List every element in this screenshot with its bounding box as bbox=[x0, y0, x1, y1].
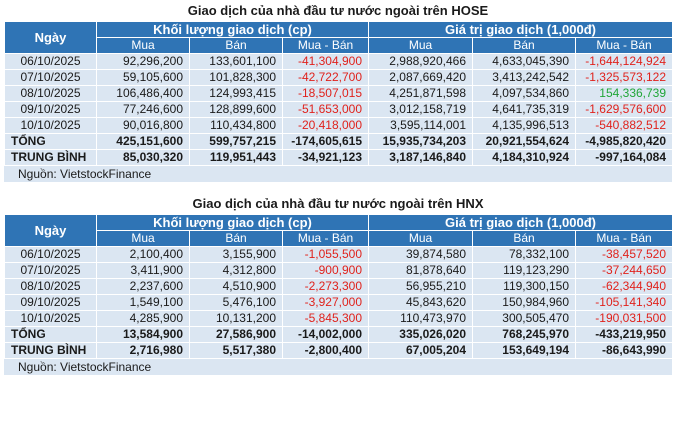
cell-volume-net: -51,653,000 bbox=[283, 102, 369, 118]
total-volume-sell: 599,757,215 bbox=[190, 134, 283, 150]
cell-date: 10/10/2025 bbox=[5, 311, 97, 327]
cell-value-sell: 119,123,290 bbox=[473, 263, 576, 279]
total-value-buy: 335,026,020 bbox=[369, 327, 473, 343]
col-value-buy: Mua bbox=[369, 38, 473, 54]
total-volume-net: -174,605,615 bbox=[283, 134, 369, 150]
average-value-buy: 3,187,146,840 bbox=[369, 150, 473, 166]
volume-group-header: Khối lượng giao dịch (cp) bbox=[97, 22, 369, 38]
total-value-sell: 768,245,970 bbox=[473, 327, 576, 343]
cell-value-sell: 300,505,470 bbox=[473, 311, 576, 327]
cell-volume-sell: 128,899,600 bbox=[190, 102, 283, 118]
cell-value-buy: 4,251,871,598 bbox=[369, 86, 473, 102]
table-row bbox=[5, 86, 673, 102]
cell-date: 06/10/2025 bbox=[5, 54, 97, 70]
cell-date: 06/10/2025 bbox=[5, 247, 97, 263]
cell-value-buy: 56,955,210 bbox=[369, 279, 473, 295]
cell-volume-sell: 133,601,100 bbox=[190, 54, 283, 70]
table-row bbox=[5, 311, 673, 327]
total-volume-sell: 27,586,900 bbox=[190, 327, 283, 343]
average-volume-buy: 2,716,980 bbox=[97, 343, 190, 359]
average-volume-buy: 85,030,320 bbox=[97, 150, 190, 166]
cell-volume-net: -41,304,900 bbox=[283, 54, 369, 70]
cell-value-net: -1,325,573,122 bbox=[576, 70, 673, 86]
cell-volume-buy: 2,100,400 bbox=[97, 247, 190, 263]
cell-value-buy: 45,843,620 bbox=[369, 295, 473, 311]
table-row bbox=[5, 279, 673, 295]
col-value-net: Mua - Bán bbox=[576, 38, 673, 54]
cell-volume-sell: 124,993,415 bbox=[190, 86, 283, 102]
cell-volume-buy: 77,246,600 bbox=[97, 102, 190, 118]
cell-volume-buy: 92,296,200 bbox=[97, 54, 190, 70]
cell-value-sell: 78,332,100 bbox=[473, 247, 576, 263]
total-value-sell: 20,921,554,624 bbox=[473, 134, 576, 150]
cell-date: 08/10/2025 bbox=[5, 279, 97, 295]
average-volume-sell: 5,517,380 bbox=[190, 343, 283, 359]
cell-volume-net: -42,722,700 bbox=[283, 70, 369, 86]
table-row bbox=[5, 295, 673, 311]
average-row bbox=[5, 343, 673, 359]
cell-value-buy: 3,595,114,001 bbox=[369, 118, 473, 134]
cell-date: 07/10/2025 bbox=[5, 263, 97, 279]
cell-volume-buy: 2,237,600 bbox=[97, 279, 190, 295]
total-value-buy: 15,935,734,203 bbox=[369, 134, 473, 150]
value-group-header: Giá trị giao dịch (1,000đ) bbox=[369, 215, 673, 231]
average-volume-net: -34,921,123 bbox=[283, 150, 369, 166]
cell-value-sell: 4,633,045,390 bbox=[473, 54, 576, 70]
cell-volume-net: -20,418,000 bbox=[283, 118, 369, 134]
cell-volume-sell: 4,510,900 bbox=[190, 279, 283, 295]
total-value-net: -433,219,950 bbox=[576, 327, 673, 343]
cell-volume-buy: 59,105,600 bbox=[97, 70, 190, 86]
col-volume-sell: Bán bbox=[190, 38, 283, 54]
cell-value-net: -105,141,340 bbox=[576, 295, 673, 311]
total-row bbox=[5, 327, 673, 343]
cell-value-net: -190,031,500 bbox=[576, 311, 673, 327]
average-value-sell: 4,184,310,924 bbox=[473, 150, 576, 166]
cell-volume-buy: 90,016,800 bbox=[97, 118, 190, 134]
cell-date: 07/10/2025 bbox=[5, 70, 97, 86]
average-volume-sell: 119,951,443 bbox=[190, 150, 283, 166]
table-row bbox=[5, 263, 673, 279]
average-value-buy: 67,005,204 bbox=[369, 343, 473, 359]
cell-value-net: -38,457,520 bbox=[576, 247, 673, 263]
average-volume-net: -2,800,400 bbox=[283, 343, 369, 359]
hnx-table bbox=[4, 214, 673, 359]
total-label: TỔNG bbox=[5, 134, 97, 150]
source-note: Nguồn: VietstockFinance bbox=[4, 359, 672, 375]
cell-date: 10/10/2025 bbox=[5, 118, 97, 134]
volume-group-header: Khối lượng giao dịch (cp) bbox=[97, 215, 369, 231]
col-date-header: Ngày bbox=[5, 215, 97, 247]
hose-title: Giao dịch của nhà đầu tư nước ngoài trên HOSE bbox=[187, 3, 489, 18]
col-volume-net: Mua - Bán bbox=[283, 38, 369, 54]
col-date-header: Ngày bbox=[5, 22, 97, 54]
cell-value-sell: 3,413,242,542 bbox=[473, 70, 576, 86]
cell-date: 09/10/2025 bbox=[5, 295, 97, 311]
cell-volume-buy: 3,411,900 bbox=[97, 263, 190, 279]
col-value-buy: Mua bbox=[369, 231, 473, 247]
cell-volume-net: -18,507,015 bbox=[283, 86, 369, 102]
average-value-sell: 153,649,194 bbox=[473, 343, 576, 359]
cell-volume-sell: 110,434,800 bbox=[190, 118, 283, 134]
col-volume-sell: Bán bbox=[190, 231, 283, 247]
total-volume-buy: 13,584,900 bbox=[97, 327, 190, 343]
cell-volume-sell: 4,312,800 bbox=[190, 263, 283, 279]
cell-value-sell: 4,135,996,513 bbox=[473, 118, 576, 134]
cell-value-net: -62,344,940 bbox=[576, 279, 673, 295]
average-value-net: -997,164,084 bbox=[576, 150, 673, 166]
cell-value-net: -1,629,576,600 bbox=[576, 102, 673, 118]
cell-volume-net: -5,845,300 bbox=[283, 311, 369, 327]
table-row bbox=[5, 102, 673, 118]
col-value-sell: Bán bbox=[473, 231, 576, 247]
cell-value-buy: 39,874,580 bbox=[369, 247, 473, 263]
average-row bbox=[5, 150, 673, 166]
cell-value-sell: 119,300,150 bbox=[473, 279, 576, 295]
cell-volume-sell: 3,155,900 bbox=[190, 247, 283, 263]
source-note: Nguồn: VietstockFinance bbox=[4, 166, 672, 182]
cell-volume-net: -3,927,000 bbox=[283, 295, 369, 311]
cell-value-sell: 4,097,534,860 bbox=[473, 86, 576, 102]
cell-volume-net: -2,273,300 bbox=[283, 279, 369, 295]
cell-volume-sell: 101,828,300 bbox=[190, 70, 283, 86]
cell-value-buy: 2,988,920,466 bbox=[369, 54, 473, 70]
cell-volume-sell: 5,476,100 bbox=[190, 295, 283, 311]
section-spacer bbox=[0, 182, 676, 194]
table-row bbox=[5, 118, 673, 134]
cell-volume-net: -1,055,500 bbox=[283, 247, 369, 263]
hose-table bbox=[4, 21, 673, 166]
table-row bbox=[5, 54, 673, 70]
average-label: TRUNG BÌNH bbox=[5, 343, 97, 359]
col-value-sell: Bán bbox=[473, 38, 576, 54]
cell-volume-buy: 4,285,900 bbox=[97, 311, 190, 327]
average-value-net: -86,643,990 bbox=[576, 343, 673, 359]
cell-volume-buy: 1,549,100 bbox=[97, 295, 190, 311]
average-label: TRUNG BÌNH bbox=[5, 150, 97, 166]
col-value-net: Mua - Bán bbox=[576, 231, 673, 247]
cell-value-net: -540,882,512 bbox=[576, 118, 673, 134]
col-volume-net: Mua - Bán bbox=[283, 231, 369, 247]
cell-value-buy: 3,012,158,719 bbox=[369, 102, 473, 118]
total-row bbox=[5, 134, 673, 150]
cell-date: 08/10/2025 bbox=[5, 86, 97, 102]
cell-value-sell: 150,984,960 bbox=[473, 295, 576, 311]
cell-value-sell: 4,641,735,319 bbox=[473, 102, 576, 118]
total-volume-net: -14,002,000 bbox=[283, 327, 369, 343]
cell-value-net: -37,244,650 bbox=[576, 263, 673, 279]
table-row bbox=[5, 70, 673, 86]
cell-volume-buy: 106,486,400 bbox=[97, 86, 190, 102]
total-volume-buy: 425,151,600 bbox=[97, 134, 190, 150]
cell-volume-net: -900,900 bbox=[283, 263, 369, 279]
cell-value-buy: 2,087,669,420 bbox=[369, 70, 473, 86]
cell-value-net: -1,644,124,924 bbox=[576, 54, 673, 70]
cell-value-buy: 110,473,970 bbox=[369, 311, 473, 327]
cell-value-buy: 81,878,640 bbox=[369, 263, 473, 279]
value-group-header: Giá trị giao dịch (1,000đ) bbox=[369, 22, 673, 38]
cell-volume-sell: 10,131,200 bbox=[190, 311, 283, 327]
cell-date: 09/10/2025 bbox=[5, 102, 97, 118]
col-volume-buy: Mua bbox=[97, 38, 190, 54]
total-value-net: -4,985,820,420 bbox=[576, 134, 673, 150]
col-volume-buy: Mua bbox=[97, 231, 190, 247]
hnx-section bbox=[0, 194, 676, 375]
table-row bbox=[5, 247, 673, 263]
hose-section bbox=[0, 0, 676, 182]
hnx-title: Giao dịch của nhà đầu tư nước ngoài trên HNX bbox=[192, 196, 484, 211]
total-label: TỔNG bbox=[5, 327, 97, 343]
cell-value-net: 154,336,739 bbox=[576, 86, 673, 102]
